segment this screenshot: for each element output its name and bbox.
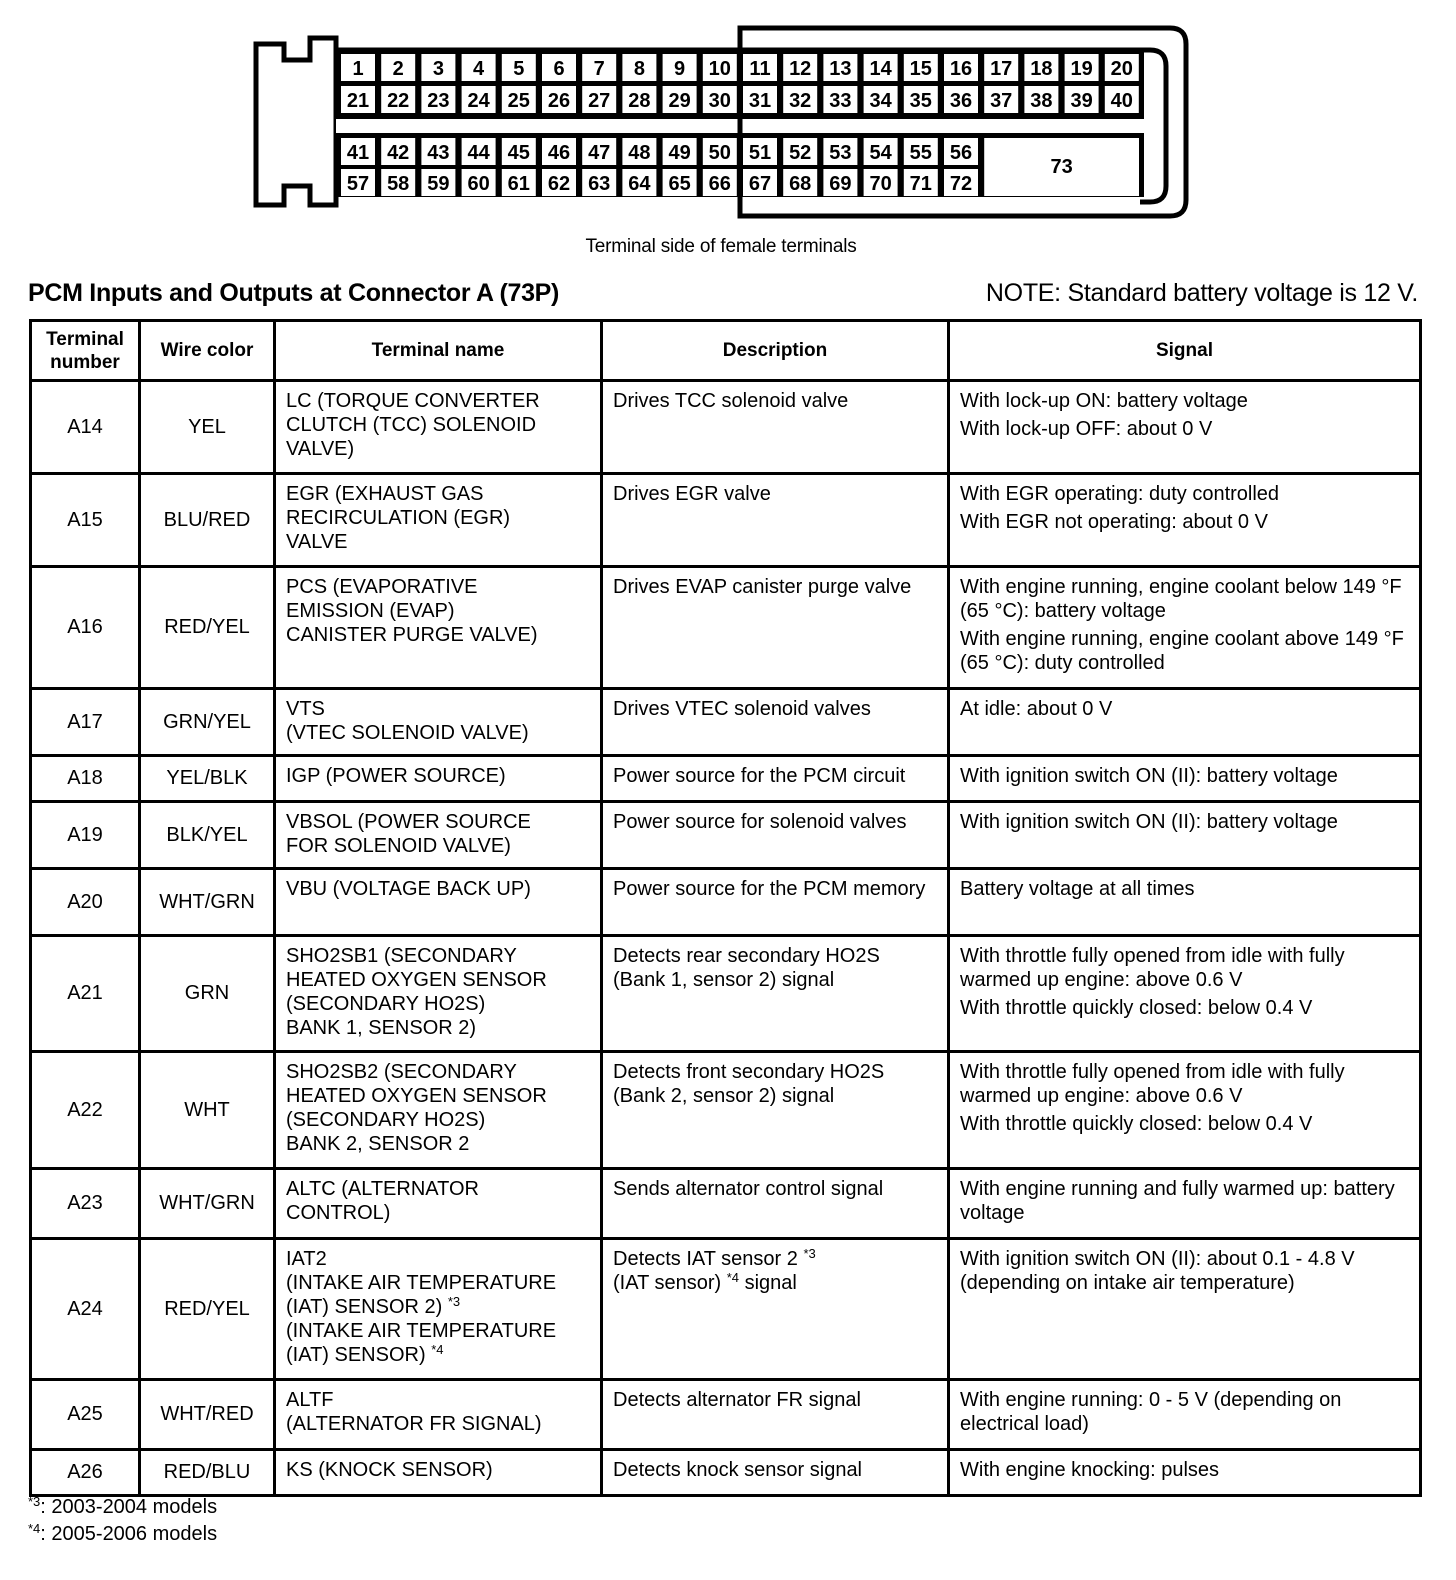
terminal-name-line: CANISTER PURGE VALVE) (286, 624, 538, 646)
description-line: Detects alternator FR signal (613, 1389, 861, 1411)
signal-line: With throttle fully opened from idle with fully warmed up engine: above 0.6 V (960, 1061, 1345, 1107)
terminal-pin-label: 56 (949, 142, 973, 164)
terminal-name-line: KS (KNOCK SENSOR) (286, 1459, 493, 1481)
table-row (31, 689, 1421, 756)
upper-pin-band (336, 49, 1144, 119)
terminal-pin-label: 34 (869, 90, 892, 112)
table-row (31, 1380, 1421, 1450)
terminal-pin-label: 22 (387, 90, 410, 112)
terminal-pin-label: 61 (507, 173, 530, 195)
terminal-pin-label: 46 (547, 142, 571, 164)
description-line: Sends alternator control signal (613, 1178, 884, 1200)
terminal-pin-label: 17 (990, 58, 1013, 80)
signal-line: With ignition switch ON (II): battery voltage (960, 811, 1338, 833)
footnotes (28, 1494, 217, 1548)
terminal-pin-label: 71 (909, 173, 932, 195)
description-line: Drives EGR valve (613, 483, 771, 505)
description-line: Power source for the PCM memory (613, 878, 926, 900)
terminal-pin-label: 47 (588, 142, 611, 164)
table-row (31, 1239, 1421, 1380)
terminal-number-cell: A20 (31, 869, 140, 936)
signal-cell (949, 474, 1421, 567)
terminal-pin-label: 8 (633, 58, 645, 80)
col-header-signal: Signal (949, 321, 1421, 381)
signal-cell (949, 567, 1421, 689)
signal-cell (949, 689, 1421, 756)
terminal-number-cell: A21 (31, 936, 140, 1052)
terminal-pin-label: 60 (467, 173, 490, 195)
terminal-pin-label: 70 (869, 173, 892, 195)
wire-color-cell: BLU/RED (140, 474, 275, 567)
description-line: Power source for the PCM circuit (613, 765, 906, 787)
terminal-name-cell (275, 802, 602, 869)
signal-cell (949, 381, 1421, 474)
terminal-pin-label: 59 (427, 173, 450, 195)
signal-line: Battery voltage at all times (960, 878, 1195, 900)
terminal-name-line: HEATED OXYGEN SENSOR (286, 969, 547, 991)
description-line: Drives VTEC solenoid valves (613, 698, 871, 720)
footnote-ref: *4 (431, 1342, 444, 1357)
terminal-number-cell: A22 (31, 1052, 140, 1169)
terminal-pin-label: 37 (990, 90, 1013, 112)
terminal-pin-label: 52 (789, 142, 812, 164)
terminal-pin-label: 26 (547, 90, 571, 112)
signal-line: With throttle fully opened from idle with fully warmed up engine: above 0.6 V (960, 945, 1345, 991)
terminal-pin-label: 69 (829, 173, 852, 195)
terminal-number-cell: A25 (31, 1380, 140, 1450)
terminal-name-line: (IAT) SENSOR 2) $^{*3}$ (286, 1294, 461, 1318)
terminal-name-cell (275, 1052, 602, 1169)
terminal-name-line: (SECONDARY HO2S) (286, 993, 486, 1015)
terminal-number-cell: A19 (31, 802, 140, 869)
terminal-name-cell (275, 756, 602, 802)
terminal-pin-label: 1 (352, 58, 364, 80)
description-cell (602, 381, 949, 474)
wire-color-cell: GRN/YEL (140, 689, 275, 756)
terminal-number-cell: A24 (31, 1239, 140, 1380)
description-cell (602, 567, 949, 689)
footnote-ref: *3 (803, 1246, 816, 1261)
table-row (31, 474, 1421, 567)
terminal-pin-label: 6 (553, 58, 565, 80)
terminal-name-line: CLUTCH (TCC) SOLENOID (286, 414, 537, 436)
terminal-name-line: VTS (286, 698, 325, 720)
terminal-name-line: (INTAKE AIR TEMPERATURE (286, 1272, 557, 1294)
terminal-name-line: EMISSION (EVAP) (286, 600, 455, 622)
wire-color-cell: RED/YEL (140, 1239, 275, 1380)
description-cell (602, 936, 949, 1052)
description-line: Drives TCC solenoid valve (613, 390, 849, 412)
terminal-name-line: ALTC (ALTERNATOR (286, 1178, 479, 1200)
terminal-name-line: BANK 2, SENSOR 2 (286, 1133, 470, 1155)
terminal-name-cell (275, 381, 602, 474)
terminal-pin-label: 21 (346, 90, 370, 112)
signal-cell (949, 802, 1421, 869)
terminal-pin-label: 65 (668, 173, 691, 195)
signal-cell (949, 1239, 1421, 1380)
table-row (31, 1169, 1421, 1239)
terminal-name-line: EGR (EXHAUST GAS (286, 483, 484, 505)
footnote-ref: *3 (447, 1294, 461, 1309)
signal-line: With throttle quickly closed: below 0.4 V (960, 997, 1313, 1019)
connector-latch (256, 38, 336, 205)
signal-cell (949, 869, 1421, 936)
signal-line: With EGR operating: duty controlled (960, 483, 1280, 505)
col-header-description: Description (602, 321, 949, 381)
terminal-pin-label: 13 (829, 58, 852, 80)
terminal-pin-label: 66 (708, 173, 731, 195)
table-row (31, 756, 1421, 802)
terminal-pin-label: 64 (628, 173, 651, 195)
terminal-pin-label: 27 (588, 90, 611, 112)
terminal-name-line: SHO2SB1 (SECONDARY (286, 945, 517, 967)
terminal-name-cell (275, 474, 602, 567)
terminal-pin-label: 35 (909, 90, 932, 112)
terminal-pin-label: 43 (427, 142, 450, 164)
terminal-pin-label: 72 (949, 173, 973, 195)
terminal-number-cell: A17 (31, 689, 140, 756)
terminal-pin-label: 73 (1050, 156, 1073, 178)
terminal-pin-label: 28 (628, 90, 651, 112)
col-header-terminal-number: Terminal number (31, 321, 140, 381)
description-line: Detects knock sensor signal (613, 1459, 863, 1481)
terminal-pin-label: 63 (588, 173, 611, 195)
terminal-pin-label: 54 (869, 142, 892, 164)
description-cell (602, 869, 949, 936)
battery-voltage-note: NOTE: Standard battery voltage is 12 V. (985, 279, 1418, 307)
footnote-text: : 2003-2004 models (40, 1496, 218, 1518)
description-line: Detects front secondary HO2S (Bank 2, sensor 2) signal (613, 1061, 885, 1107)
terminal-pin-label: 41 (346, 142, 370, 164)
signal-line: With engine running, engine coolant above 149 °F (65 °C): duty controlled (960, 628, 1404, 674)
terminal-name-cell (275, 1239, 602, 1380)
footnote-mark: *4 (28, 1521, 41, 1536)
terminal-pin-label: 14 (869, 58, 892, 80)
terminal-pin-label: 2 (392, 58, 404, 80)
terminal-pin-label: 23 (427, 90, 450, 112)
description-cell (602, 1450, 949, 1496)
table-row (31, 802, 1421, 869)
wire-color-cell: GRN (140, 936, 275, 1052)
terminal-pin-label: 67 (748, 173, 772, 195)
terminal-pin-label: 55 (909, 142, 932, 164)
terminal-pin-label: 18 (1030, 58, 1053, 80)
terminal-name-line: HEATED OXYGEN SENSOR (286, 1085, 547, 1107)
signal-line: With engine running and fully warmed up: battery voltage (960, 1178, 1395, 1224)
terminal-pin-label: 53 (829, 142, 852, 164)
terminal-pin-label: 45 (507, 142, 530, 164)
wire-color-cell: YEL (140, 381, 275, 474)
description-line: Detects rear secondary HO2S (Bank 1, sensor 2) signal (613, 945, 880, 991)
terminal-name-line: VALVE (286, 531, 348, 553)
signal-cell (949, 1380, 1421, 1450)
terminal-number-cell: A18 (31, 756, 140, 802)
terminal-name-cell (275, 689, 602, 756)
terminal-name-line: IAT2 (286, 1248, 327, 1270)
terminal-name-line: BANK 1, SENSOR 2) (286, 1017, 477, 1039)
terminal-pin-label: 39 (1070, 90, 1093, 112)
terminal-name-cell (275, 567, 602, 689)
footnote-4 (28, 1521, 217, 1548)
terminal-pin-label: 7 (593, 58, 605, 80)
terminal-name-cell (275, 1380, 602, 1450)
terminal-pin-label: 20 (1110, 58, 1133, 80)
terminal-pin-label: 16 (949, 58, 973, 80)
footnote-text: : 2005-2006 models (40, 1523, 218, 1545)
terminal-pin-label: 44 (467, 142, 490, 164)
signal-line: With ignition switch ON (II): about 0.1 - 4.8 V (depending on intake air temperature) (960, 1248, 1355, 1294)
footnote-mark: *3 (28, 1494, 41, 1509)
terminal-pin-label: 40 (1110, 90, 1133, 112)
terminal-pin-label: 42 (387, 142, 410, 164)
signal-line: With lock-up OFF: about 0 V (960, 418, 1213, 440)
col-header-wire-color: Wire color (140, 321, 275, 381)
signal-line: With ignition switch ON (II): battery voltage (960, 765, 1338, 787)
description-cell (602, 1239, 949, 1380)
signal-cell (949, 756, 1421, 802)
description-cell (602, 1169, 949, 1239)
terminal-pin-label: 29 (668, 90, 691, 112)
terminal-number-cell: A16 (31, 567, 140, 689)
terminal-pin-label: 4 (473, 58, 485, 80)
terminal-pin-label: 10 (708, 58, 731, 80)
terminal-pin-label: 9 (674, 58, 686, 80)
signal-line: With engine running, engine coolant below 149 °F (65 °C): battery voltage (960, 576, 1402, 622)
description-line: Detects IAT sensor 2 $^{*3}$ (613, 1246, 816, 1270)
terminal-pin-label: 49 (668, 142, 691, 164)
wire-color-cell: WHT (140, 1052, 275, 1169)
terminal-number-cell: A23 (31, 1169, 140, 1239)
description-cell (602, 1052, 949, 1169)
table-row (31, 936, 1421, 1052)
terminal-name-line: CONTROL) (286, 1202, 391, 1224)
description-cell (602, 1380, 949, 1450)
terminal-number-cell: A14 (31, 381, 140, 474)
description-cell (602, 802, 949, 869)
terminal-name-line: VBU (VOLTAGE BACK UP) (286, 878, 531, 900)
wire-color-cell: RED/YEL (140, 567, 275, 689)
terminal-pin-label: 30 (708, 90, 731, 112)
terminal-pin-label: 58 (387, 173, 410, 195)
connector-diagram (0, 0, 1456, 240)
terminal-name-cell (275, 936, 602, 1052)
terminal-pin-label: 36 (949, 90, 973, 112)
signal-line: At idle: about 0 V (960, 698, 1113, 720)
terminal-pin-label: 19 (1070, 58, 1093, 80)
col-header-terminal-name: Terminal name (275, 321, 602, 381)
terminal-number-cell: A26 (31, 1450, 140, 1496)
table-row (31, 1052, 1421, 1169)
pcm-io-table (29, 319, 1422, 1497)
description-cell (602, 689, 949, 756)
terminal-pin-label: 15 (909, 58, 932, 80)
terminal-pin-label: 11 (749, 58, 771, 80)
page-title: PCM Inputs and Outputs at Connector A (73P) (28, 279, 560, 307)
footnote-3 (28, 1494, 217, 1521)
terminal-pin-label: 31 (748, 90, 772, 112)
wire-color-cell: BLK/YEL (140, 802, 275, 869)
terminal-pin-label: 33 (829, 90, 852, 112)
terminal-name-line: PCS (EVAPORATIVE (286, 576, 478, 598)
wire-color-cell: WHT/GRN (140, 869, 275, 936)
signal-cell (949, 1052, 1421, 1169)
terminal-name-line: VALVE) (286, 438, 355, 460)
signal-line: With lock-up ON: battery voltage (960, 390, 1248, 412)
signal-line: With engine knocking: pulses (960, 1459, 1220, 1481)
terminal-name-line: VBSOL (POWER SOURCE (286, 811, 531, 833)
terminal-name-cell (275, 869, 602, 936)
table-header-row (31, 321, 1421, 381)
terminal-pin-label: 25 (507, 90, 530, 112)
table-row (31, 567, 1421, 689)
terminal-name-line: (INTAKE AIR TEMPERATURE (286, 1320, 557, 1342)
signal-line: With throttle quickly closed: below 0.4 V (960, 1113, 1313, 1135)
signal-cell (949, 1450, 1421, 1496)
terminal-name-line: (ALTERNATOR FR SIGNAL) (286, 1413, 542, 1435)
terminal-pin-label: 24 (467, 90, 490, 112)
terminal-pin-label: 12 (789, 58, 812, 80)
terminal-name-line: ALTF (286, 1389, 334, 1411)
terminal-pin-label: 51 (748, 142, 772, 164)
signal-cell (949, 1169, 1421, 1239)
terminal-pin-label: 68 (789, 173, 812, 195)
description-line: Drives EVAP canister purge valve (613, 576, 912, 598)
terminal-name-line: LC (TORQUE CONVERTER (286, 390, 540, 412)
description-cell (602, 474, 949, 567)
terminal-number-cell: A15 (31, 474, 140, 567)
terminal-name-cell (275, 1450, 602, 1496)
wire-color-cell: YEL/BLK (140, 756, 275, 802)
table-row (31, 381, 1421, 474)
terminal-pin-label: 50 (708, 142, 731, 164)
terminal-name-line: (IAT) SENSOR) $^{*4}$ (286, 1342, 444, 1366)
terminal-pin-label: 62 (547, 173, 571, 195)
footnote-ref: *4 (726, 1270, 740, 1285)
terminal-name-cell (275, 1169, 602, 1239)
terminal-name-line: (SECONDARY HO2S) (286, 1109, 486, 1131)
terminal-pin-label: 48 (628, 142, 651, 164)
signal-cell (949, 936, 1421, 1052)
terminal-name-line: IGP (POWER SOURCE) (286, 765, 506, 787)
terminal-pin-label: 3 (432, 58, 444, 80)
terminal-pin-label: 32 (789, 90, 812, 112)
description-line: (IAT sensor) $^{*4}$ signal (613, 1270, 797, 1294)
table-row (31, 1450, 1421, 1496)
terminal-name-line: RECIRCULATION (EGR) (286, 507, 511, 529)
signal-line: With engine running: 0 - 5 V (depending on electrical load) (960, 1389, 1342, 1435)
wire-color-cell: WHT/RED (140, 1380, 275, 1450)
terminal-name-line: FOR SOLENOID VALVE) (286, 835, 511, 857)
description-cell (602, 756, 949, 802)
table-row (31, 869, 1421, 936)
wire-color-cell: RED/BLU (140, 1450, 275, 1496)
terminal-pin-label: 57 (346, 173, 370, 195)
connector-caption: Terminal side of female terminals (585, 236, 857, 257)
description-line: Power source for solenoid valves (613, 811, 907, 833)
signal-line: With EGR not operating: about 0 V (960, 511, 1268, 533)
terminal-pin-label: 38 (1030, 90, 1053, 112)
terminal-name-line: SHO2SB2 (SECONDARY (286, 1061, 517, 1083)
terminal-name-line: (VTEC SOLENOID VALVE) (286, 722, 529, 744)
wire-color-cell: WHT/GRN (140, 1169, 275, 1239)
terminal-pin-label: 5 (513, 58, 525, 80)
